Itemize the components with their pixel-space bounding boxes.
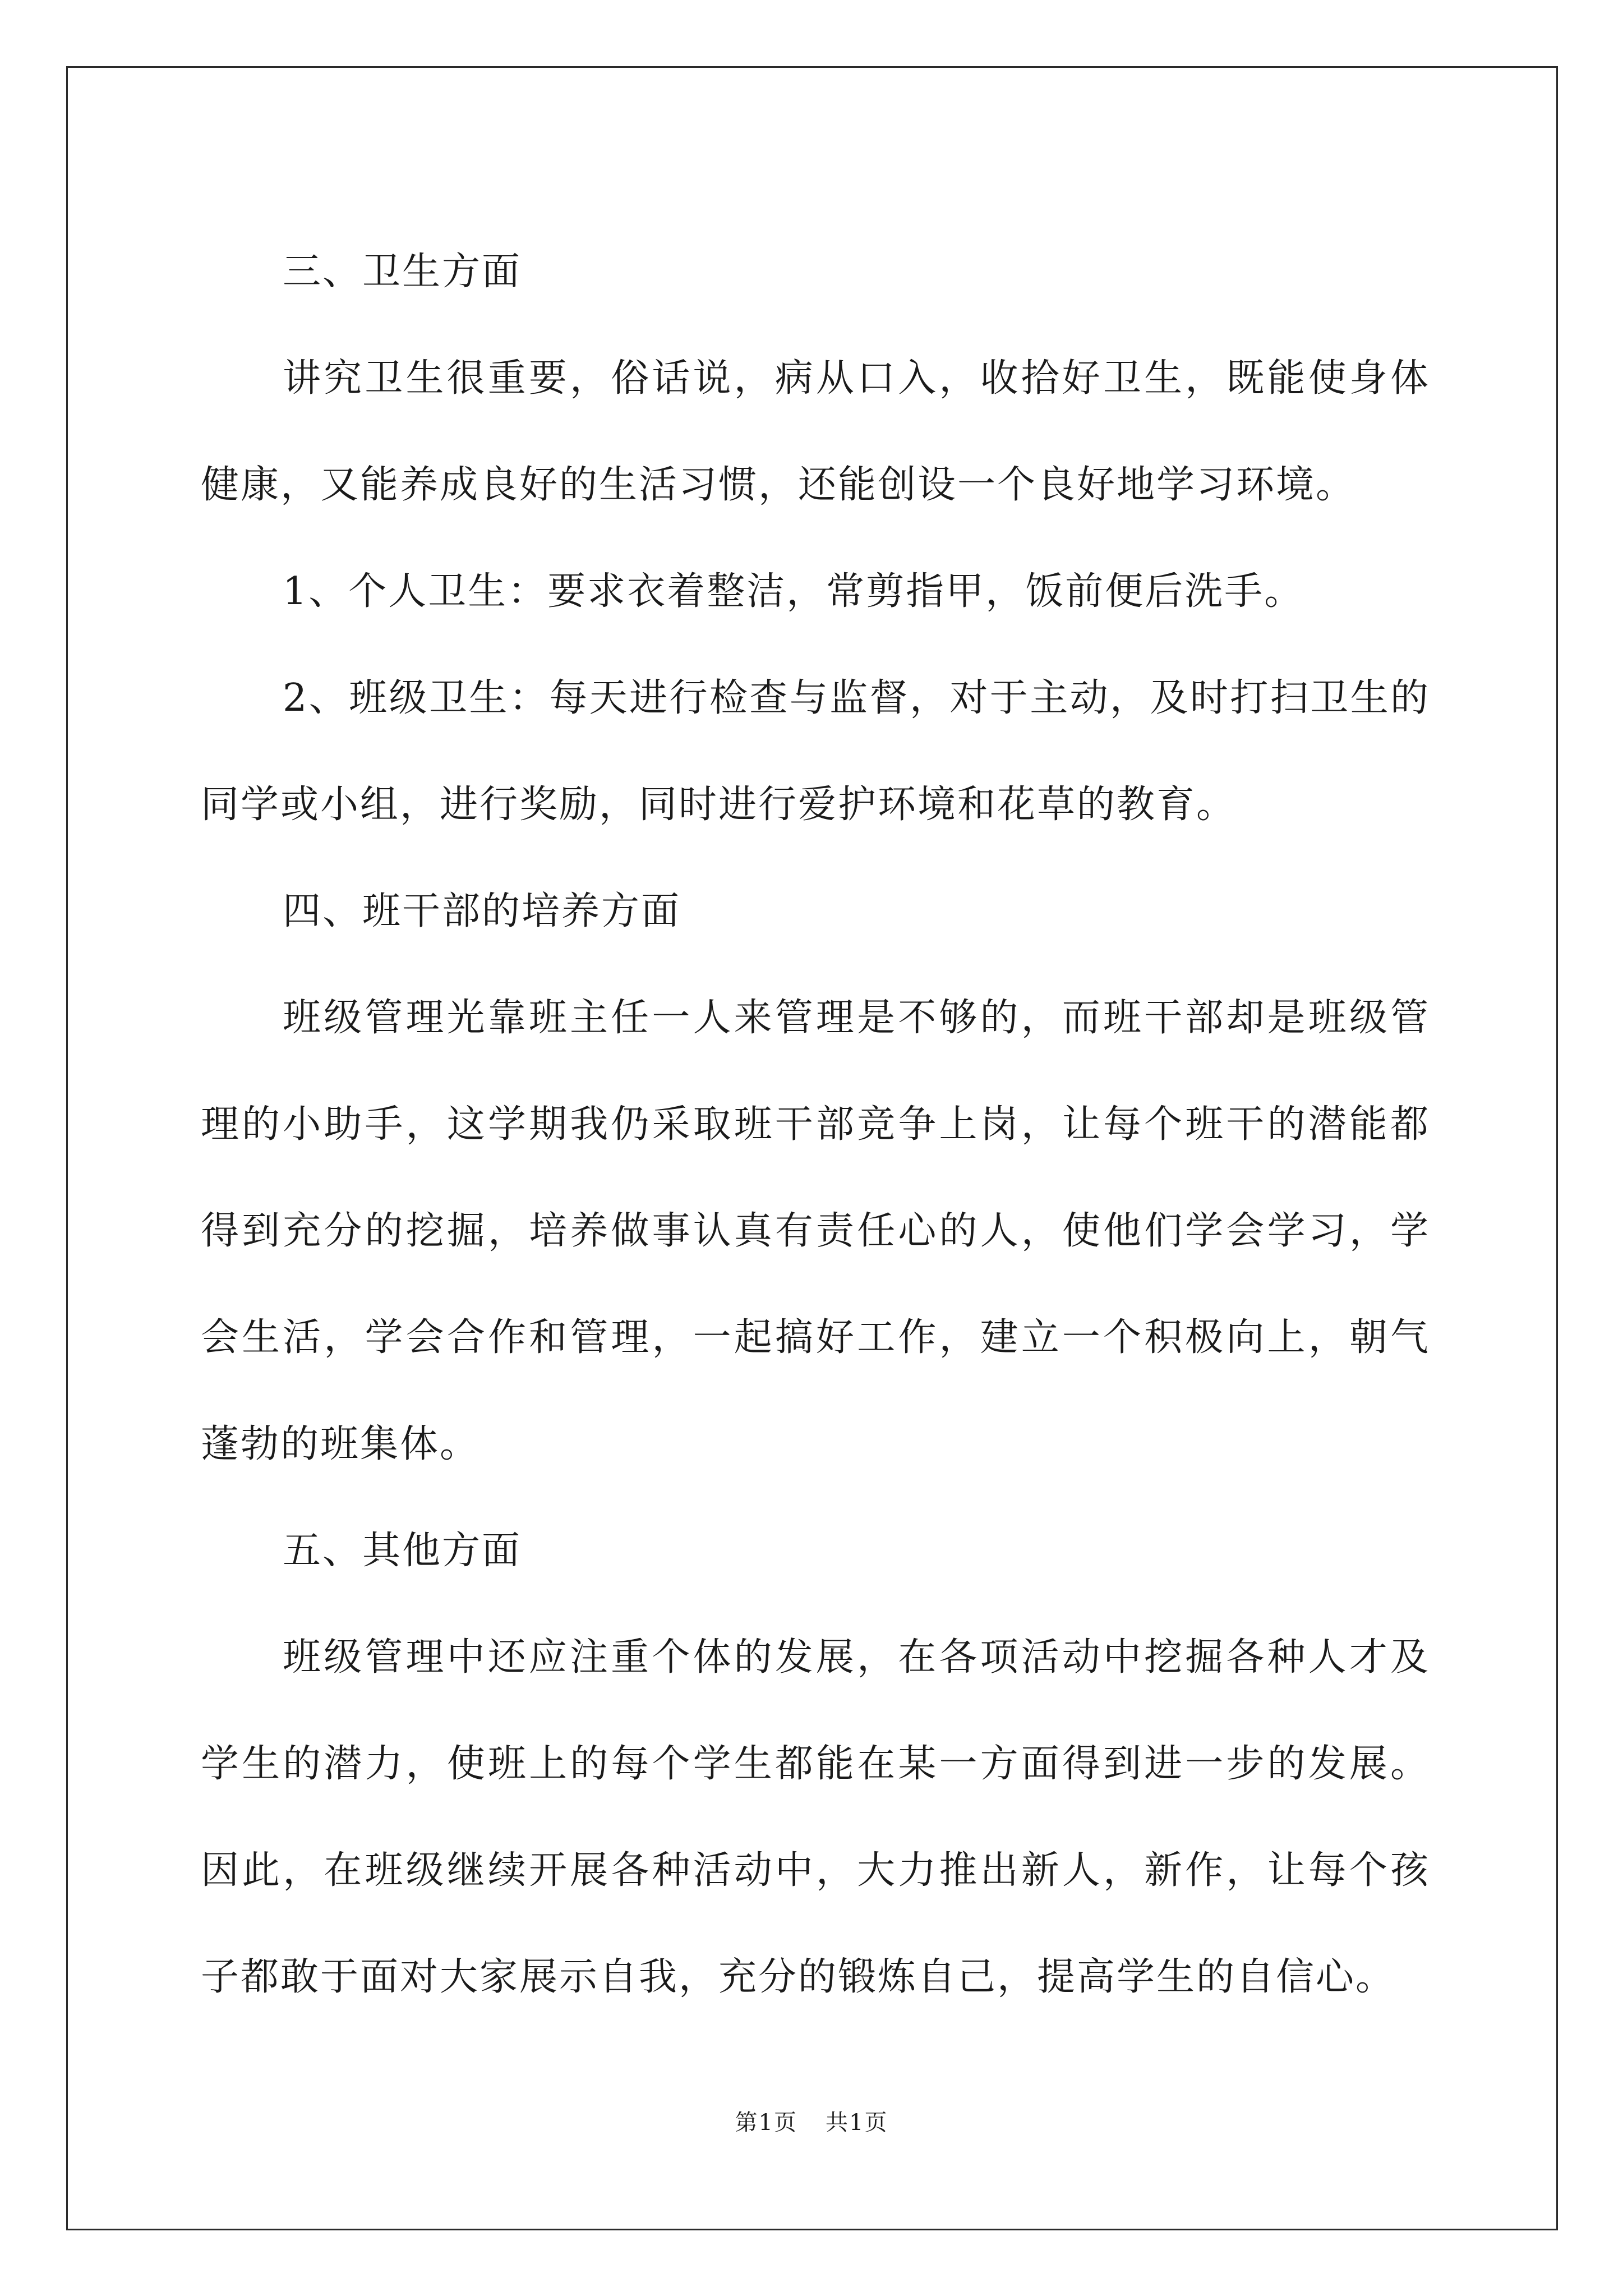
page-number: 第1页 xyxy=(735,2110,797,2136)
page-footer xyxy=(0,2105,1623,2137)
paragraph-class-hygiene: 2、班级卫生：每天进行检查与监督，对于主动，及时打扫卫生的同学或小组，进行奖励，同时进行爱护环境和花草的教育。 xyxy=(201,676,1430,827)
page-total: 共1页 xyxy=(826,2110,888,2136)
section-heading-hygiene: 三、卫生方面 xyxy=(283,250,522,294)
paragraph-hygiene-intro: 讲究卫生很重要，俗话说，病从口入，收拾好卫生，既能使身体健康，又能养成良好的生活习惯，还能创设一个良好地学习环境。 xyxy=(201,356,1430,507)
paragraph-other: 班级管理中还应注重个体的发展，在各项活动中挖掘各种人才及学生的潜力，使班上的每个学生都能在某一方面得到进一步的发展。因此，在班级继续开展各种活动中，大力推出新人，新作，让每个孩子都敢于面对大家展示自我，充分的锻炼自己，提高学生的自信心。 xyxy=(201,1635,1430,1999)
paragraph-class-cadre: 班级管理光靠班主任一人来管理是不够的，而班干部却是班级管理的小助手，这学期我仍采取班干部竞争上岗，让每个班干的潜能都得到充分的挖掘，培养做事认真有责任心的人，使他们学会学习，学会生活，学会合作和管理，一起搞好工作，建立一个积极向上，朝气蓬勃的班集体。 xyxy=(201,996,1430,1466)
document-body xyxy=(201,219,1430,2031)
section-heading-class-cadre: 四、班干部的培养方面 xyxy=(283,889,681,933)
section-heading-other: 五、其他方面 xyxy=(283,1529,522,1573)
paragraph-personal-hygiene: 1、个人卫生：要求衣着整洁，常剪指甲，饭前便后洗手。 xyxy=(283,569,1304,614)
